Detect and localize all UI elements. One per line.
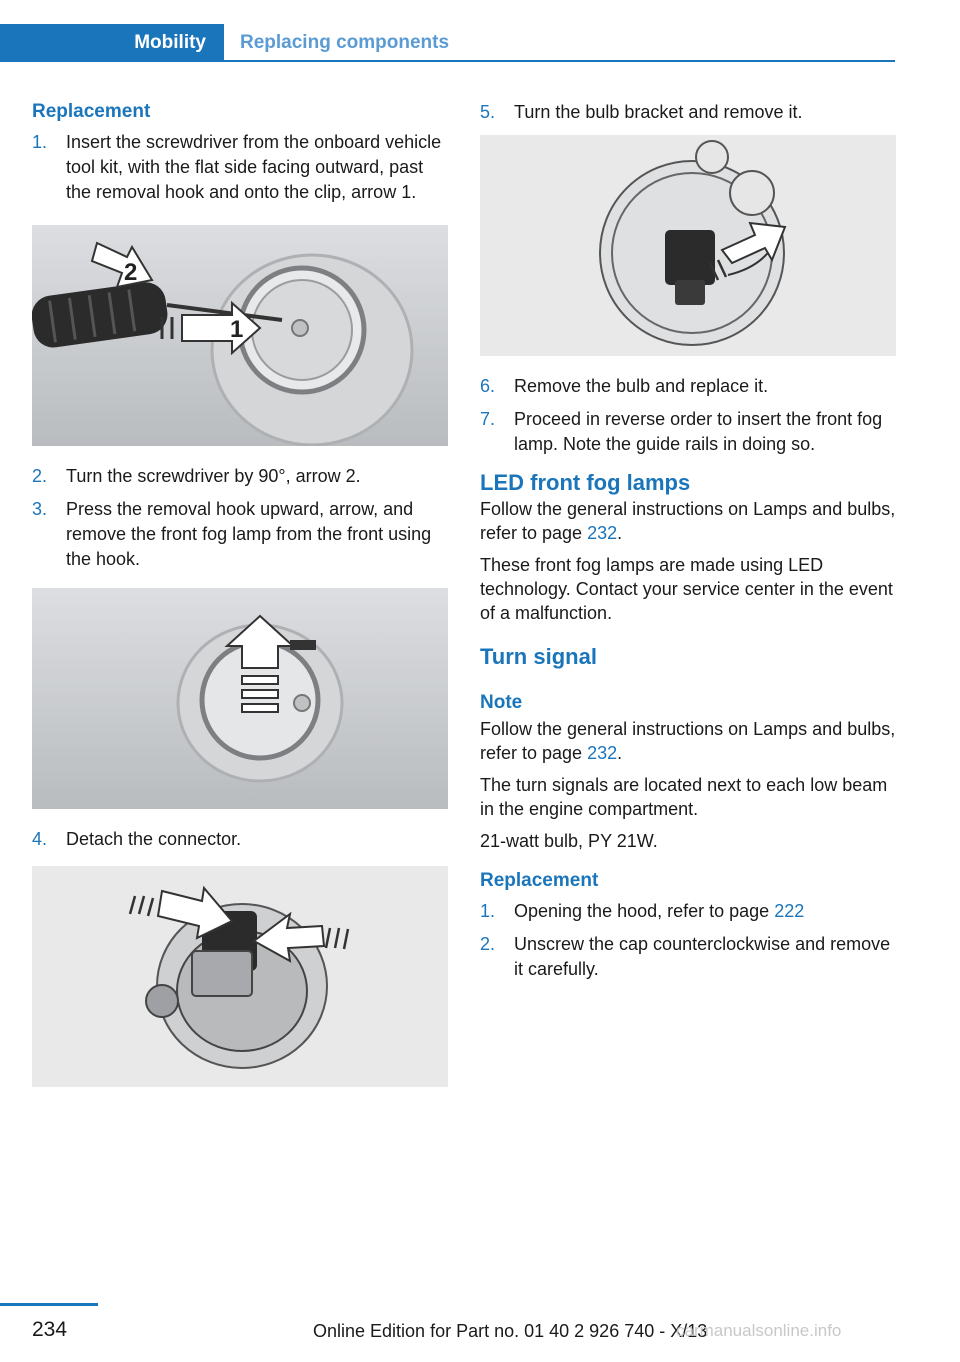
step-text: Detach the connector.	[66, 829, 242, 849]
turn-step-2	[480, 932, 896, 982]
step-text	[514, 899, 896, 924]
note-paragraph-1	[480, 717, 896, 765]
note-paragraph-3: 21-watt bulb, PY 21W.	[480, 831, 658, 851]
step-number: 7.	[480, 409, 496, 429]
chapter-tab[interactable]: Mobility	[0, 24, 224, 62]
section-title[interactable]: Replacing components	[240, 32, 450, 53]
replacement-subhead: Replacement	[32, 101, 151, 122]
step-7	[480, 407, 896, 457]
step-1	[32, 130, 448, 205]
step-3	[32, 497, 448, 572]
header-rule	[224, 60, 895, 62]
step-text: Press the removal hook upward, arrow, and remove the front fog lamp from the front using the hook.	[66, 499, 432, 569]
step-text: Insert the screwdriver from the onboard vehicle tool kit, with the flat side facing outward, past the removal hook and onto the clip, arrow 1.	[66, 132, 442, 202]
page-link[interactable]: 222	[774, 901, 805, 921]
page-header	[0, 24, 895, 62]
step-text: Unscrew the cap counterclockwise and remove it carefully.	[514, 934, 891, 979]
step-6	[480, 374, 896, 399]
text-run: Follow the general instructions on Lamps and bulbs, refer to page	[480, 719, 896, 763]
page-link[interactable]: 232	[587, 523, 618, 543]
page-number: 234	[32, 1318, 68, 1341]
step-text: Turn the bulb bracket and remove it.	[514, 102, 803, 122]
led-paragraph-2: These front fog lamps are made using LED technology. Contact your service center in the event of a malfunction.	[480, 555, 893, 623]
edition-text: Online Edition for Part no. 01 40 2 926 740 - X/13	[313, 1321, 708, 1341]
text-run: .	[617, 523, 623, 543]
step-number: 4.	[32, 829, 48, 849]
page-link[interactable]: 232	[587, 743, 618, 763]
step-text: Turn the screwdriver by 90°, arrow 2.	[66, 466, 361, 486]
step-text: Proceed in reverse order to insert the front fog lamp. Note the guide rails in doing so.	[514, 409, 883, 454]
step-4	[32, 827, 448, 852]
led-paragraph-1	[480, 497, 896, 545]
turn-step-1	[480, 899, 896, 924]
step-number: 5.	[480, 102, 496, 122]
footer-rule	[0, 1303, 98, 1306]
right-column	[480, 100, 896, 990]
text-run: Opening the hood, refer to page	[514, 901, 775, 921]
step-number: 1.	[32, 132, 48, 152]
step-number: 3.	[32, 499, 48, 519]
turn-replacement-subhead: Replacement	[480, 870, 599, 891]
turn-signal-heading: Turn signal	[480, 644, 597, 669]
arrow-label-1: 1	[230, 316, 244, 343]
figure-removal-hook	[32, 588, 448, 809]
left-column	[32, 100, 448, 1105]
step-text: Remove the bulb and replace it.	[514, 376, 769, 396]
figure-connector	[32, 866, 448, 1087]
note-subhead: Note	[480, 692, 523, 713]
figure-bulb-bracket	[480, 135, 896, 356]
text-run: Follow the general instructions on Lamps and bulbs, refer to page	[480, 499, 896, 543]
step-number: 2.	[480, 934, 496, 954]
text-run: .	[617, 743, 623, 763]
step-number: 1.	[480, 901, 496, 921]
led-fog-lamps-heading: LED front fog lamps	[480, 470, 691, 495]
step-5	[480, 100, 896, 125]
step-number: 6.	[480, 376, 496, 396]
step-2	[32, 464, 448, 489]
arrow-label-2: 2	[124, 259, 138, 286]
figure-screwdriver	[32, 225, 448, 446]
note-paragraph-2: The turn signals are located next to each low beam in the engine compartment.	[480, 775, 888, 819]
step-number: 2.	[32, 466, 48, 486]
watermark: carmanualsonline.info	[676, 1321, 842, 1340]
